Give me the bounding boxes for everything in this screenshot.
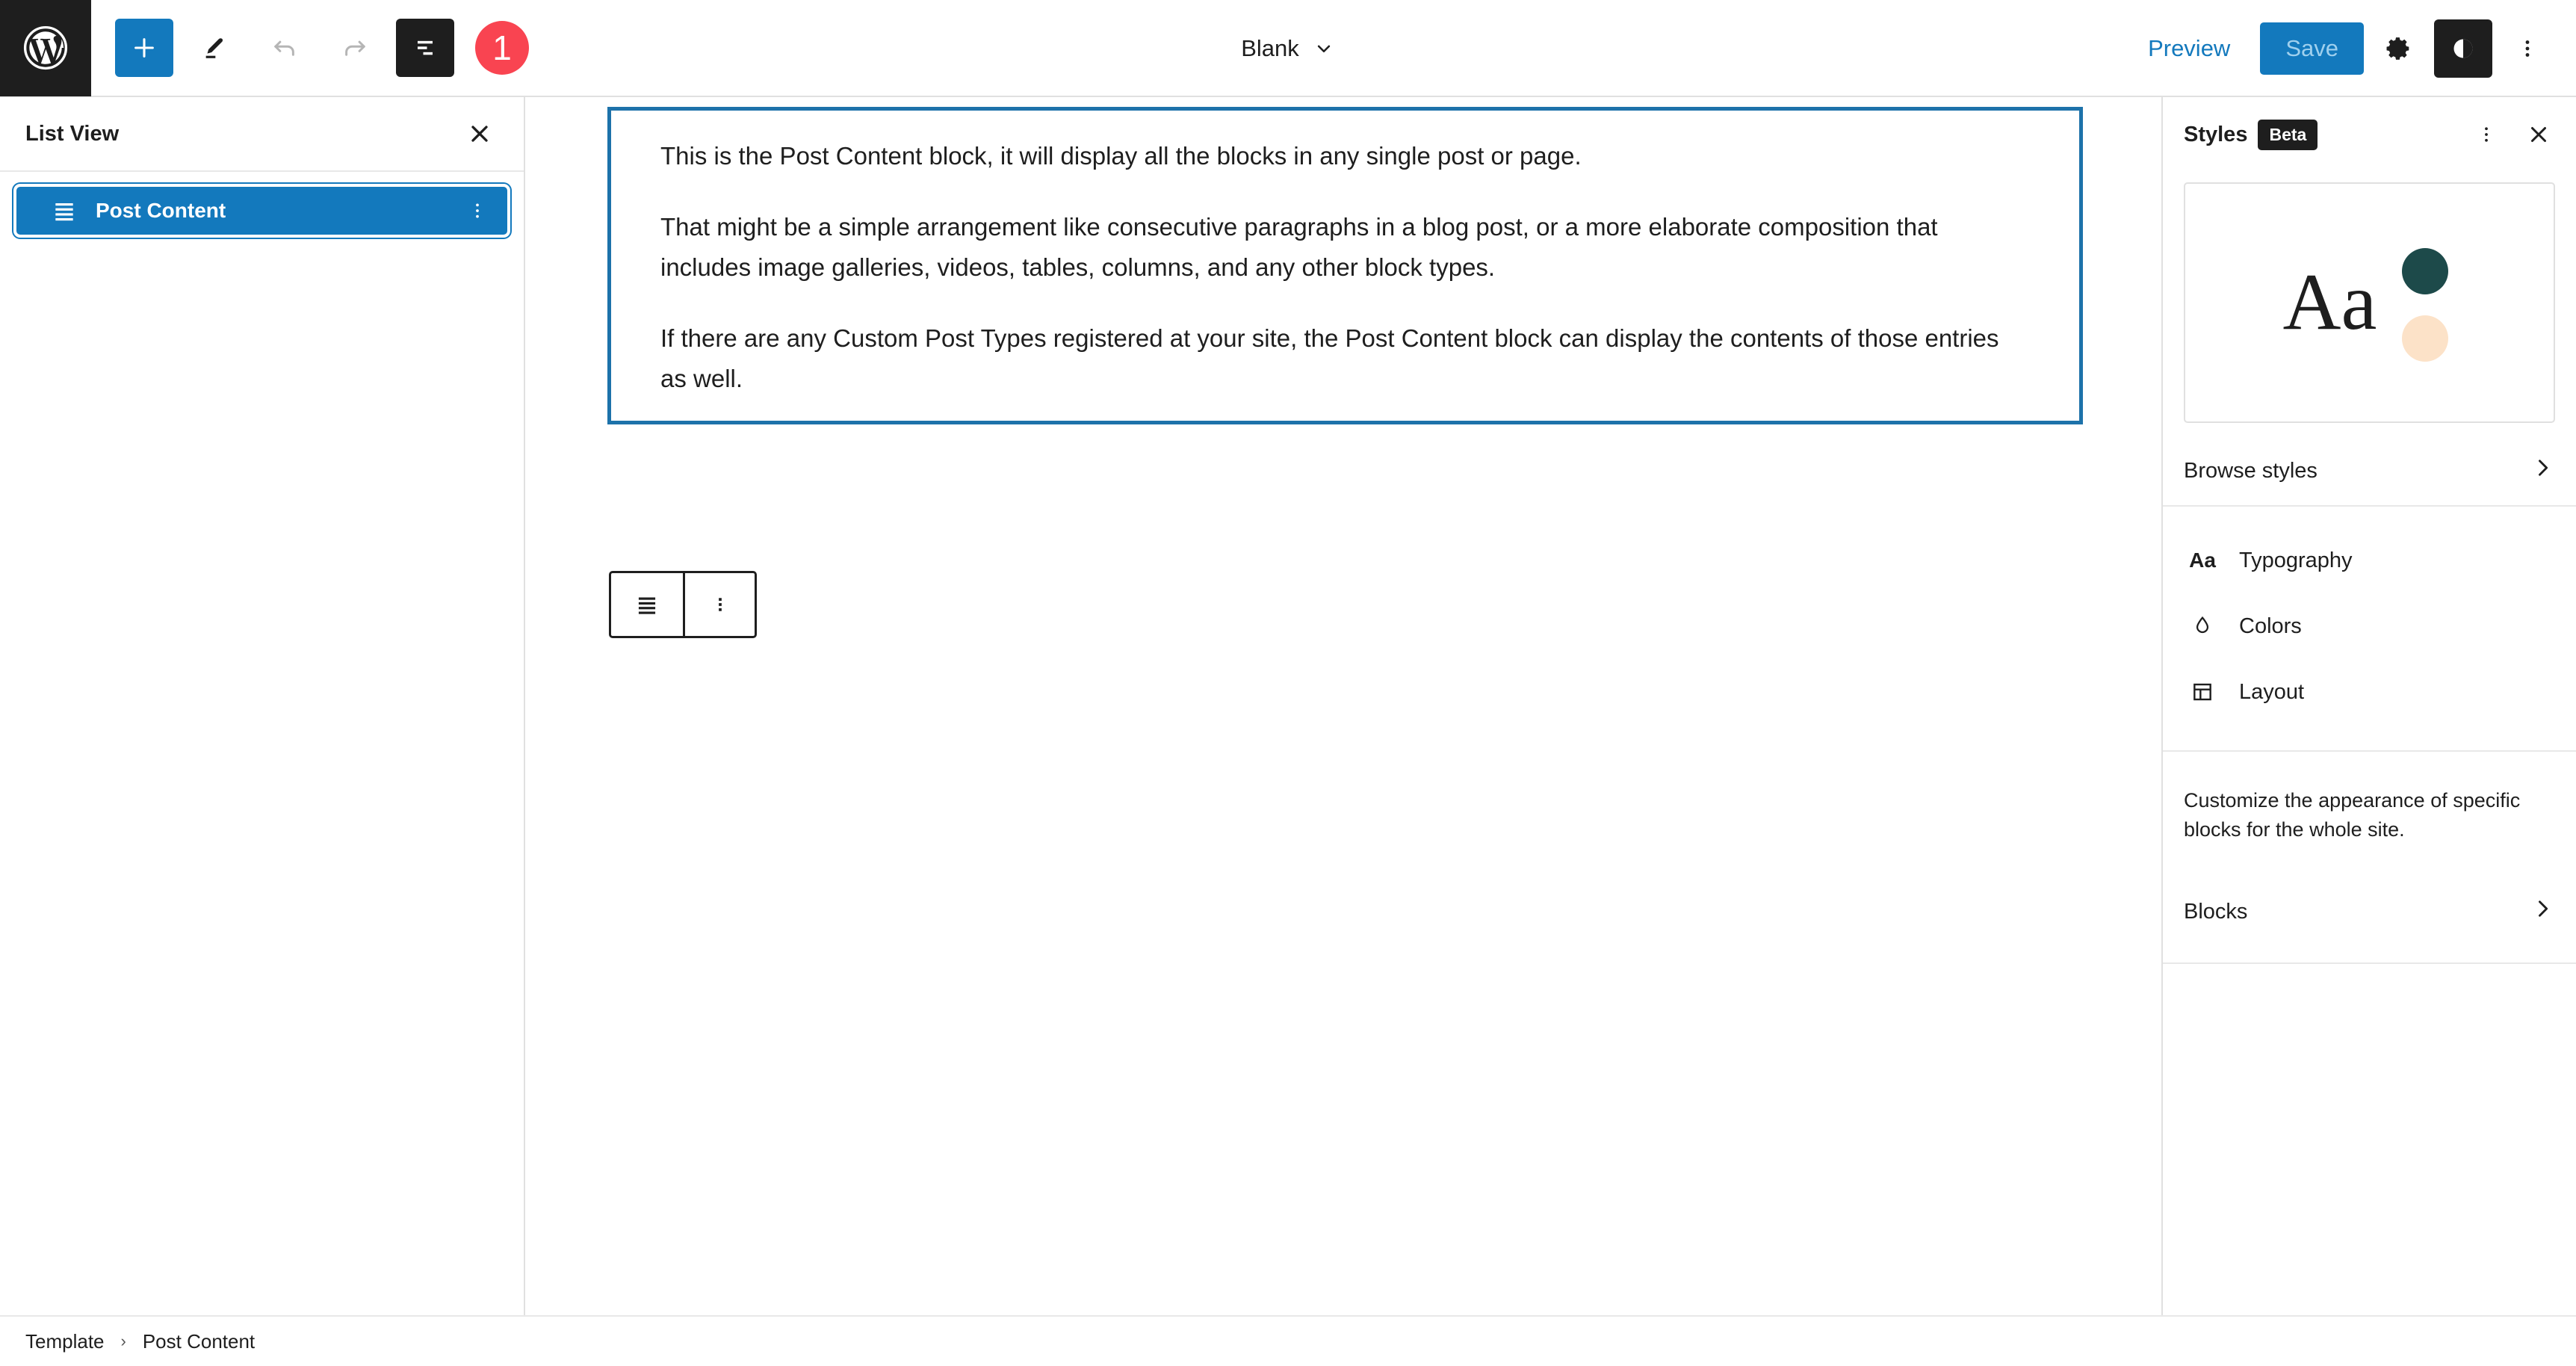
- header-actions: [2128, 0, 2557, 97]
- styles-nav-layout[interactable]: [2184, 659, 2555, 725]
- list-item-kebab-icon[interactable]: [461, 200, 494, 221]
- edit-tool-button[interactable]: [185, 19, 244, 77]
- style-preview-sample-text: Aa: [2282, 258, 2377, 347]
- block-type-button[interactable]: [611, 573, 683, 636]
- browse-styles-label: Browse styles: [2184, 458, 2318, 483]
- style-preview-card[interactable]: [2184, 182, 2555, 423]
- styles-nav-layout-label: Layout: [2239, 679, 2305, 704]
- save-button[interactable]: Save: [2260, 22, 2364, 75]
- browse-styles-row[interactable]: [2184, 436, 2555, 505]
- chevron-right-icon: [2530, 896, 2555, 927]
- post-paragraph-3: If there are any Custom Post Types registered at your site, the Post Content block can display the contents of those entries as well.: [660, 324, 1999, 392]
- header-tools: [91, 19, 529, 77]
- pencil-icon: [199, 33, 229, 63]
- list-view-button[interactable]: [396, 19, 454, 77]
- post-paragraph-2: That might be a simple arrangement like consecutive paragraphs in a blog post, or a more elaborate composition that includes image galleries, videos, tables, columns, and any other block types.: [660, 213, 1938, 281]
- color-drop-icon: [2187, 614, 2218, 638]
- gear-icon: [2385, 34, 2413, 63]
- document-title-button[interactable]: [1227, 26, 1349, 71]
- list-view-icon: [410, 33, 440, 63]
- editor-canvas: [525, 97, 2161, 1315]
- plus-icon: [131, 35, 157, 61]
- post-content-block[interactable]: [607, 107, 2083, 424]
- add-block-button[interactable]: [115, 19, 173, 77]
- typography-aa-icon: Aa: [2189, 548, 2216, 572]
- block-toolbar: [609, 571, 757, 638]
- preview-button[interactable]: Preview: [2148, 35, 2231, 61]
- more-options-button[interactable]: [2498, 19, 2557, 78]
- undo-button[interactable]: [256, 19, 314, 77]
- list-item-post-content[interactable]: [16, 187, 507, 235]
- kebab-vertical-icon: [2515, 36, 2540, 61]
- styles-more-button[interactable]: [2465, 114, 2507, 155]
- undo-arrow-icon: [269, 32, 300, 64]
- document-title: Blank: [1241, 35, 1299, 61]
- styles-preview-section: [2163, 172, 2576, 505]
- blocks-label: Blocks: [2184, 899, 2248, 924]
- kebab-vertical-icon: [709, 593, 731, 616]
- color-swatch-secondary: [2402, 315, 2448, 362]
- editor-footer: [0, 1315, 2576, 1366]
- styles-nav-list: [2163, 507, 2576, 750]
- close-x-icon: [2526, 122, 2551, 147]
- styles-nav-colors-label: Colors: [2239, 614, 2302, 638]
- style-preview-swatches: [2402, 248, 2448, 362]
- kebab-vertical-icon: [2475, 123, 2498, 146]
- beta-badge: Beta: [2258, 120, 2318, 150]
- close-x-icon[interactable]: [456, 111, 503, 157]
- list-view-header: [0, 97, 524, 172]
- layout-grid-icon: [2187, 680, 2218, 704]
- blocks-row[interactable]: [2184, 877, 2555, 946]
- settings-button[interactable]: [2370, 19, 2428, 78]
- styles-panel: [2161, 97, 2576, 1315]
- wordpress-logo-icon[interactable]: [0, 0, 91, 96]
- list-view-panel: [0, 97, 525, 1315]
- styles-panel-header: [2163, 97, 2576, 172]
- styles-close-button[interactable]: [2518, 114, 2560, 155]
- styles-nav-typography-label: Typography: [2239, 548, 2353, 572]
- list-view-tree: [0, 172, 524, 238]
- redo-arrow-icon: [339, 32, 371, 64]
- list-view-title: List View: [25, 121, 120, 146]
- post-paragraph-1: This is the Post Content block, it will display all the blocks in any single post or page.: [660, 142, 1582, 170]
- color-swatch-primary: [2402, 248, 2448, 294]
- editor-body: [0, 97, 2576, 1315]
- styles-nav-typography[interactable]: [2184, 528, 2555, 593]
- redo-button[interactable]: [326, 19, 384, 77]
- contrast-half-circle-icon: [2448, 34, 2478, 64]
- post-content-lines-icon: [633, 590, 661, 619]
- chevron-right-icon: [2530, 455, 2555, 486]
- list-item-label: Post Content: [96, 199, 226, 222]
- styles-nav-colors[interactable]: [2184, 593, 2555, 659]
- breadcrumb-separator-icon: ›: [120, 1332, 126, 1350]
- styles-blocks-section: [2163, 752, 2576, 946]
- styles-title: Styles: [2184, 122, 2248, 146]
- chevron-down-icon: [1313, 37, 1335, 60]
- breadcrumb-post-content[interactable]: Post Content: [142, 1329, 256, 1353]
- step-badge-1: 1: [475, 21, 529, 75]
- post-content-lines-icon: [49, 196, 84, 226]
- editor-header: [0, 0, 2576, 97]
- styles-toggle-button[interactable]: [2434, 19, 2492, 78]
- block-options-button[interactable]: [683, 573, 755, 636]
- blocks-description: Customize the appearance of specific blocks for the whole site.: [2184, 789, 2521, 841]
- breadcrumb-template[interactable]: Template: [25, 1329, 105, 1353]
